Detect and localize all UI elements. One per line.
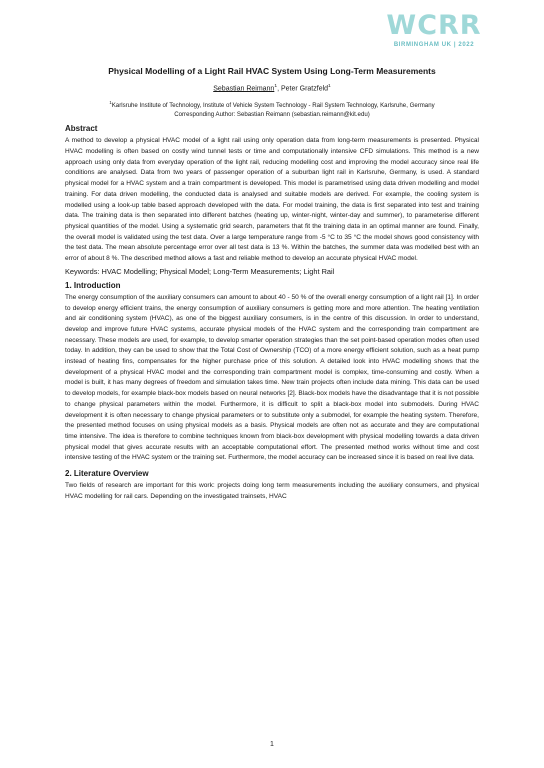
conference-logo: [380, 12, 488, 58]
logo-wordmark: WCRR: [386, 10, 482, 41]
keywords: Keywords: HVAC Modelling; Physical Model; Long-Term Measurements; Light Rail: [65, 266, 335, 276]
section1-text: The energy consumption of the auxiliary consumers can amount to about 40 - 50 % of the overall energy consumption of a light rail [1]. In order to develop energy efficient trains, the energy consumption of auxiliary consumers is getting more and more attention. The heating ventilation and air conditioning system (HVAC), as one of the biggest auxiliary consumers, is in the centre of this discussion. In order to understand, develop and improve future HVAC systems, accurate physical models of the HVAC system and the corresponding train compartment are necessary. These models are used, for example, to develop smarter operation strategies than the set point-based operation modes often used today. In addition, they can be used to show that the Total Cost of Ownership (TCO) of a more energy efficient solution, such as a heat pump instead of heating fins, compensates for the higher purchase price of this solution. A detailed look into HVAC modelling shows that the development of a physical HVAC model and the corresponding train compartment model is complex, time-consuming and costly. When a model is built, it has many degrees of freedom and simulation takes time. New train projects often include data mining. This data can be used to develop models, for example black-box models based on neural networks [2]. Black-box models have the disadvantage that it is not possible to change physical parameters within the model. Furthermore, it is difficult to split a black-box model into submodels. During HVAC development it is often necessary to change physical parameters or to substitute only a submodel, for example the heating system. Therefore, the presented method focuses on using physical models as a basis. Physical models are often not as accurate and they are computational time intensive. The idea is therefore to combine techniques known from black-box development with physical modelling towards a data driven physical model that gives accurate results with an acceptable computational effort. The presented method works without time and cost intensive testing of the HVAC system or the training set. Furthermore, the model accuracy can be increased since it is based on real live data.: [65, 293, 479, 462]
section2-heading: 2. Literature Overview: [65, 469, 149, 479]
section1-heading: 1. Introduction: [65, 280, 121, 290]
author-first-sup: 1: [274, 84, 278, 89]
abstract-heading: Abstract: [65, 124, 98, 134]
paper-title: Physical Modelling of a Light Rail HVAC System Using Long-Term Measurements: [108, 66, 436, 76]
author-second-sup: 1: [328, 84, 331, 89]
author-separator: ,: [277, 85, 281, 93]
page-number: 1: [270, 741, 274, 748]
affiliation: [65, 98, 479, 119]
author-line: [65, 84, 479, 92]
section2-text: Two fields of research are important for this work: projects doing long term measurements including the auxiliary consumers, and physical HVAC modelling for rail cars. Depending on the investigated trainsets, HVAC: [65, 482, 479, 500]
logo-subtitle: BIRMINGHAM UK | 2022: [393, 42, 475, 48]
affiliation-line1: Karlsruhe Institute of Technology, Institute of Vehicle System Technology - Rail System Technology, Karlsruhe, Germany: [111, 102, 435, 110]
abstract-text: A method to develop a physical HVAC model of a light rail using only operation data from long-term measurements is presented. Physical HVAC modelling is often based on costly wind tunnel tests or time and computationally intensive CFD simulations. This method is a new approach using only data from everyday operation of the light rail, reducing modelling cost and improving the model accuracy since real life conditions are analysed. Data from two years of passenger operation of a suburban light rail in Karlsruhe, Germany, is used. A standard physical model for a HVAC system and a train compartment is developed. This model is parametrised using data driven modelling and model training. For data driven modelling, the conducted data is analysed and suitable models are derived. For example, the cooling system is modelled using a look-up table based approach developed with the data. For model training, the data is first separated into test and training data. The training data is then separated into different batches (heating up, winter-night, winter-day and summer), to parameterise different physical quantities of the model. Using a systematic grid search, parameters that fit the training data in an optimal manner are found. Finally, the overall model is validated using the test data. Over a large temperature range from -5 °C to 35 °C the model shows good consistency with the test data. The mean absolute percentage error over all test data is 13 %. Within the batches, the summer data was modelled best with an error of about 8 %. The described method allows a fast and reliable method to develop an accurate physical HVAC model.: [65, 137, 479, 263]
author-second: Peter Gratzfeld: [280, 85, 329, 93]
paper-body: [65, 66, 479, 502]
affiliation-line2: Corresponding Author: Sebastian Reimann (sebastian.reimann@kit.edu): [174, 111, 370, 119]
affiliation-sup: 1: [109, 100, 112, 106]
author-first: Sebastian Reimann: [213, 85, 275, 93]
